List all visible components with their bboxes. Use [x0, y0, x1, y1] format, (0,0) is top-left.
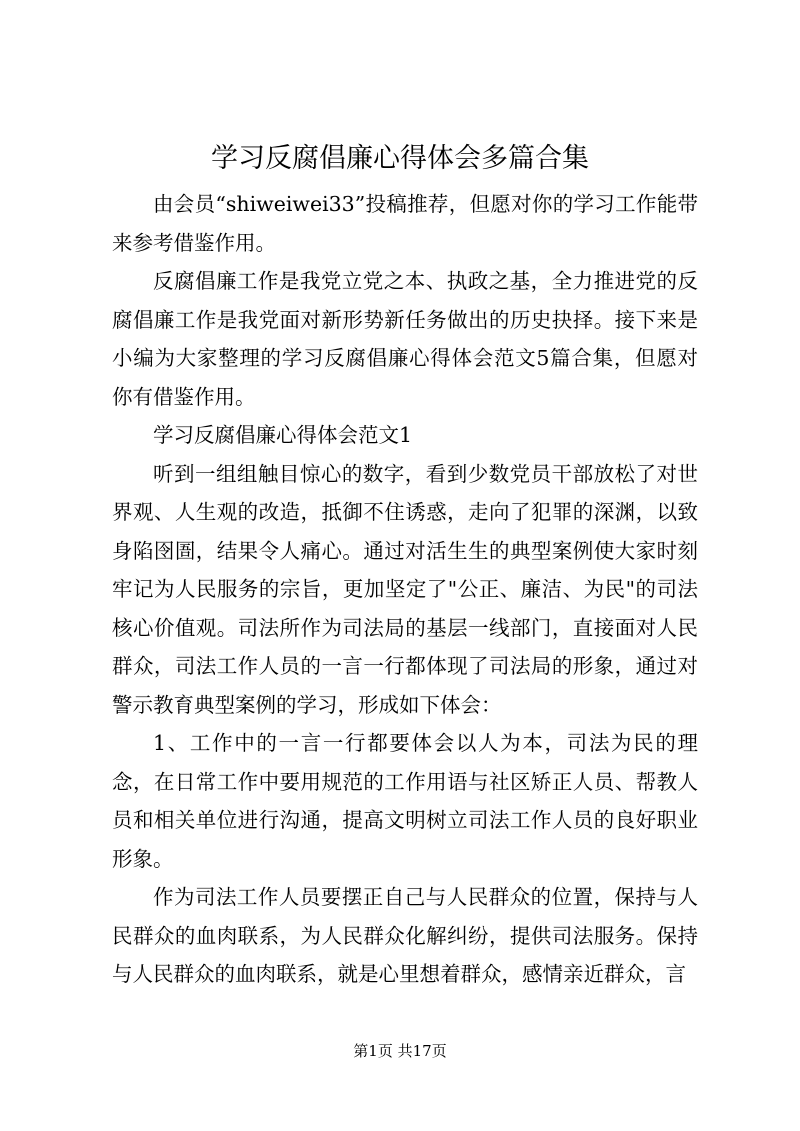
document-title: 学习反腐倡廉心得体会多篇合集 — [211, 143, 589, 174]
paragraph-point-1: 1、工作中的一言一行都要体会以人为本，司法为民的理念，在日常工作中要用规范的工作用语与社区矫正人员、帮教人员和相关单位进行沟通，提高文明树立司法工作人员的良好职业形象。 — [112, 731, 698, 871]
section-heading: 学习反腐倡廉心得体会范文1 — [153, 423, 413, 447]
paragraph-intro: 由会员“shiweiwei33”投稿推荐，但愿对你的学习工作能带来参考借鉴作用。 — [112, 192, 698, 255]
page-footer: 第1页 共17页 — [353, 1042, 447, 1060]
paragraph-body: 听到一组组触目惊心的数字，看到少数党员干部放松了对世界观、人生观的改造，抵御不住诱惑，走向了犯罪的深渊，以致身陷囹圄，结果令人痛心。通过对活生生的典型案例使大家时刻牢记为人民服务的宗旨，更加坚定了"公正、廉洁、为民"的司法核心价值观。司法所作为司法局的基层一线部门，直接面对人民群众，司法工作人员的一言一行都体现了司法局的形象，通过对警示教育典型案例的学习，形成如下体会： — [112, 461, 698, 717]
paragraph-body: 作为司法工作人员要摆正自己与人民群众的位置，保持与人民群众的血肉联系，为人民群众化解纠纷，提供司法服务。保持与人民群众的血肉联系，就是心里想着群众，感情亲近群众，言 — [112, 885, 698, 986]
document-body — [112, 185, 698, 994]
paragraph-summary: 反腐倡廉工作是我党立党之本、执政之基，全力推进党的反腐倡廉工作是我党面对新形势新任务做出的历史抉择。接下来是小编为大家整理的学习反腐倡廉心得体会范文5篇合集，但愿对你有借鉴作用。 — [112, 269, 698, 409]
